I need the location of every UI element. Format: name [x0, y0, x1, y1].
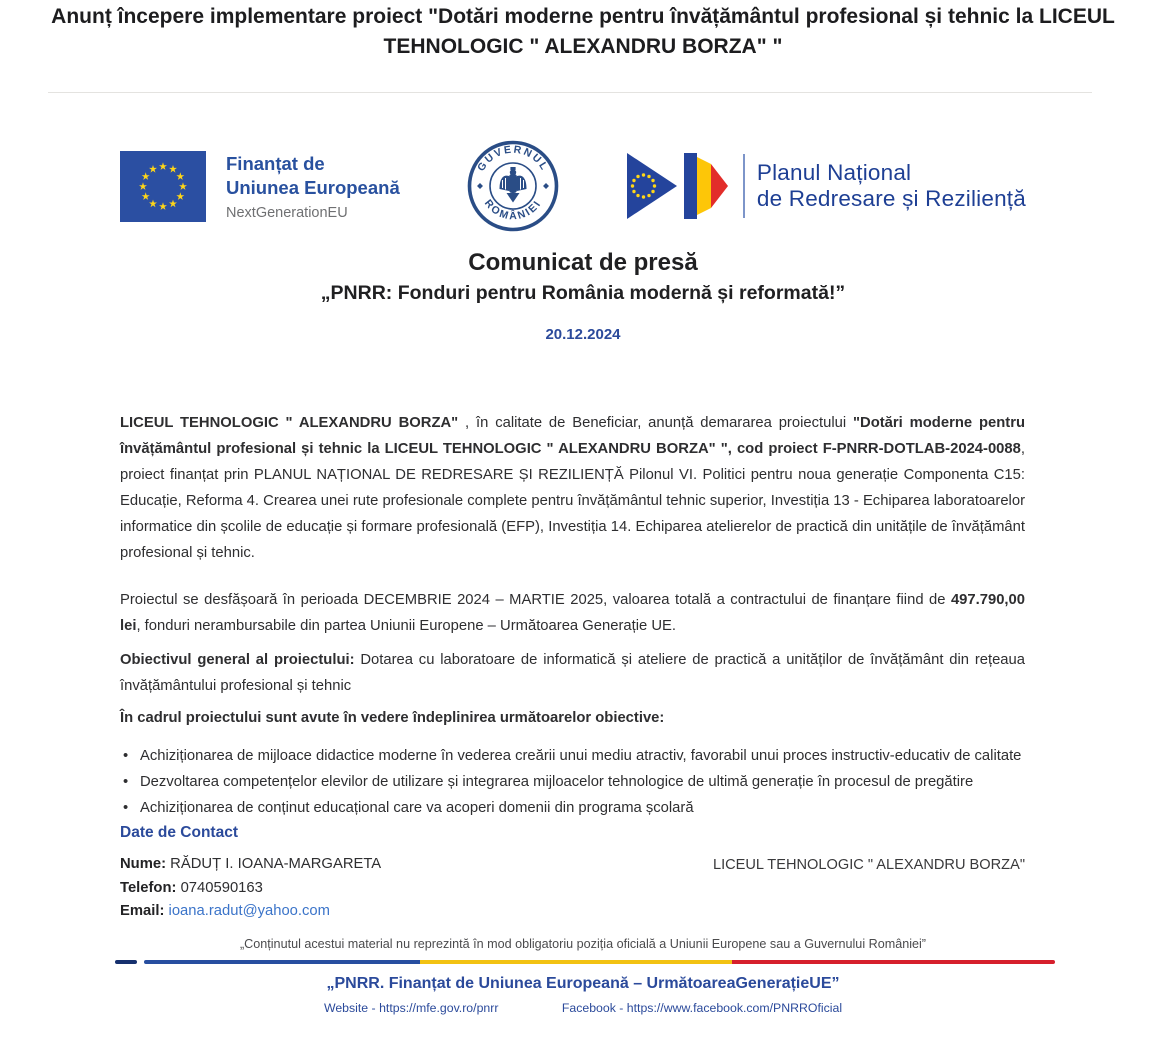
- contact-name-row: [120, 853, 381, 877]
- paragraph-intro: LICEUL TEHNOLOGIC " ALEXANDRU BORZA" , în calitate de Beneficiar, anunță demararea proiectului "Dotări moderne pentru învățământul profesional și tehnic la LICEUL TEHNOLOGIC " ALEXANDRU BORZA" ", cod proiect F-PNRR-DOTLAB-2024-0088, proiect finanțat prin PLANUL NAȚIONAL DE REDRESARE ȘI REZILIENȚĂ Pilonul VI. Politici pentru noua generație Componenta C15: Educație, Reforma 4. Crearea unei rute profesionale complete pentru învățământul tehnic superior, Investiția 13 - Echiparea laboratoarelor informatice din școlile de educație și formare profesională (EFP), Investiția 14. Echiparea atelierelor de practică din unitățile de învățământ profesional și tehnic.: [120, 415, 1025, 561]
- title-divider: [48, 92, 1092, 93]
- eu-text-line1: Finanțat de: [226, 152, 325, 174]
- eu-funding-text: [226, 152, 400, 221]
- tricolor-red-segment: [732, 960, 1055, 964]
- pnrr-slogan: „PNRR. Finanțat de Uniunea Europeană – UrmătoareaGenerațieUE”: [326, 974, 840, 992]
- tricolor-dash: [115, 960, 137, 964]
- list-item: • Achiziționarea de conținut educațional care va acoperi domenii din programa școlară: [120, 795, 1025, 821]
- next-generation-eu-label: NextGenerationEU: [226, 204, 348, 221]
- objectives-list: [120, 743, 1025, 821]
- phone-value: 0740590163: [180, 879, 263, 896]
- press-release-subheading: „PNRR: Fonduri pentru România modernă și reformată!”: [320, 282, 846, 304]
- pnrr-logo: [627, 151, 1026, 221]
- contact-details: [120, 853, 381, 924]
- tricolor-divider: [115, 960, 1055, 964]
- press-release-body: [120, 410, 1025, 821]
- seal-text-top: GUVERNUL: [475, 143, 552, 174]
- contact-phone-row: [120, 877, 381, 901]
- contact-heading: Date de Contact: [120, 824, 238, 841]
- email-link[interactable]: ioana.radut@yahoo.com: [168, 903, 330, 919]
- logo-row: [120, 138, 1026, 234]
- pnrr-text-line1: Planul Național: [756, 160, 912, 185]
- pnrr-separator: [743, 154, 745, 218]
- tricolor-yellow-segment: [420, 960, 732, 964]
- pnrr-arrows-icon: [627, 151, 731, 221]
- eu-funding-logo: [120, 151, 400, 222]
- tricolor-blue-segment: [144, 960, 420, 964]
- footer-links: [0, 1001, 1166, 1015]
- paragraph-period-value: Proiectul se desfășoară în perioada DECEMBRIE 2024 – MARTIE 2025, valoarea totală a contractului de finanțare fiind de 497.790,00 lei, fonduri nerambursabile din partea Uniunii Europene – Următoarea Generație UE.: [120, 592, 1025, 634]
- list-item: • Achiziționarea de mijloace didactice moderne în vederea creării unui mediu atractiv, favorabil unui proces instructiv-educativ de calitate: [120, 743, 1025, 769]
- website-link[interactable]: Website - https://mfe.gov.ro/pnrr: [323, 1000, 499, 1015]
- disclaimer-text: „Conținutul acestui material nu reprezintă în mod obligatoriu poziția oficială a Uniunii Europene sau a Guvernului României”: [239, 936, 927, 951]
- guvernul-romaniei-seal-icon: [467, 140, 559, 232]
- press-release-heading: Comunicat de presă: [468, 249, 698, 276]
- list-item: • Dezvoltarea competențelor elevilor de utilizare și integrarea mijloacelor tehnologice de ultimă generație în procesul de pregătire: [120, 769, 1025, 795]
- release-date: 20.12.2024: [545, 326, 621, 343]
- seal-text-bottom: ROMÂNIEI: [482, 197, 545, 223]
- organization-name: LICEUL TEHNOLOGIC " ALEXANDRU BORZA": [712, 857, 1025, 873]
- eu-flag-icon: [120, 151, 206, 222]
- facebook-link[interactable]: Facebook - https://www.facebook.com/PNRROficial: [561, 1000, 843, 1015]
- name-value: RĂDUȚ I. IOANA-MARGARETA: [170, 856, 382, 872]
- pnrr-logo-text: [757, 160, 1026, 212]
- page-title: Anunț începere implementare proiect "Dotări moderne pentru învățământul profesional și tehnic la LICEUL TEHNOLOGIC " ALEXANDRU BORZA" ": [51, 5, 1115, 58]
- email-label: Email:: [120, 903, 165, 919]
- contact-email-row: [120, 900, 381, 924]
- phone-label: Telefon:: [120, 879, 177, 896]
- eu-text-line2: Uniunea Europeană: [226, 176, 400, 198]
- contact-section: [120, 853, 1025, 924]
- name-label: Nume:: [120, 856, 167, 872]
- paragraph-objective: Obiectivul general al proiectului: Dotarea cu laboratoare de informatică și ateliere de practică a unităților de învățământ din rețeaua învățământului profesional și tehnic: [120, 652, 1026, 694]
- pnrr-text-line2: de Redresare și Reziliență: [756, 186, 1026, 211]
- paragraph-objectives-lead: În cadrul proiectului sunt avute în vedere îndeplinirea următoarelor obiective:: [120, 710, 665, 726]
